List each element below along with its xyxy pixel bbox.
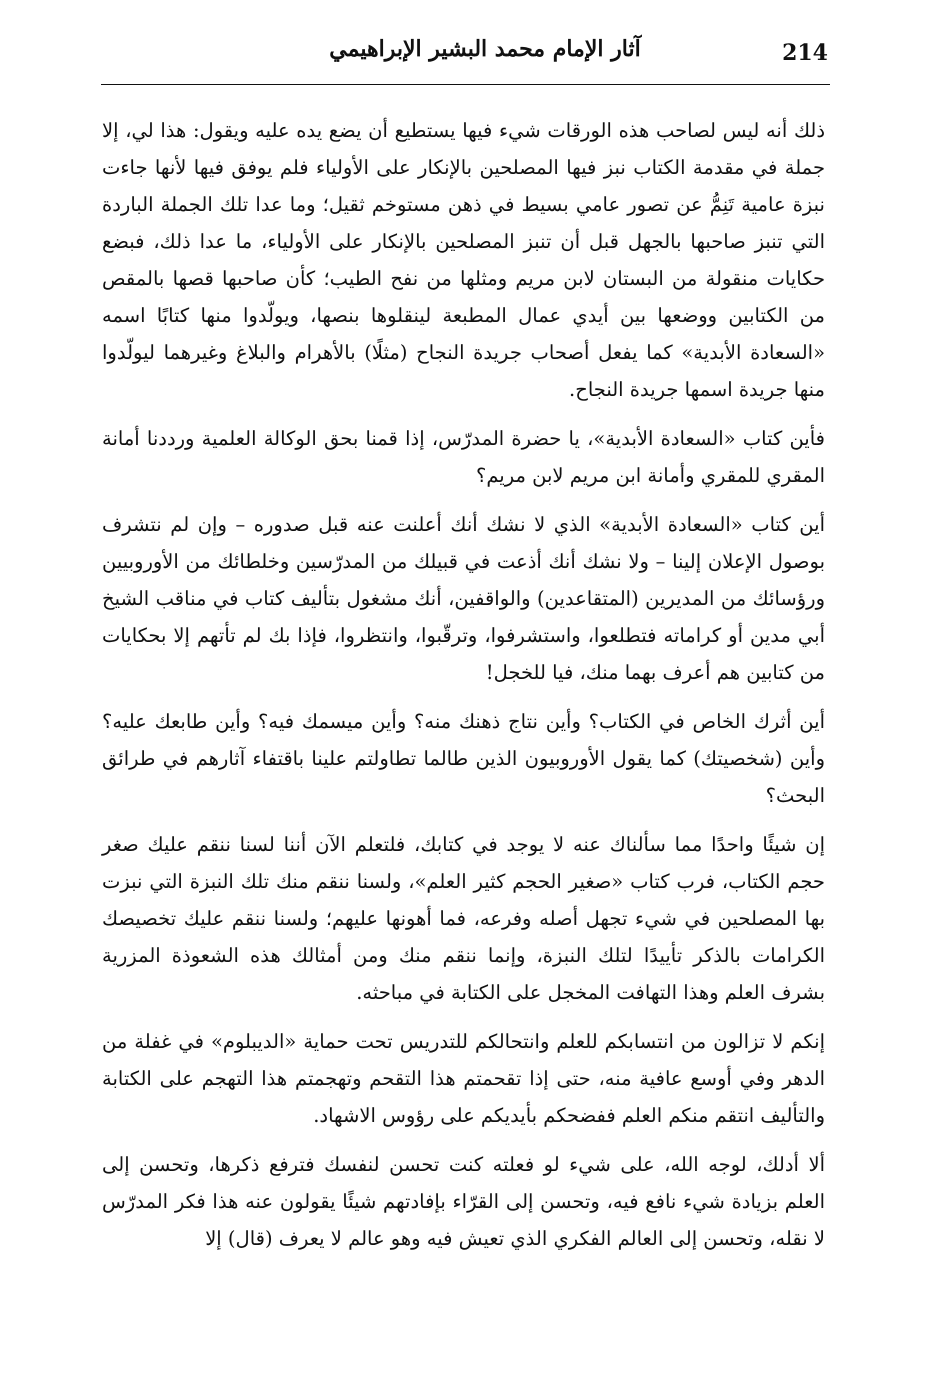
page-header	[100, 36, 830, 82]
header-divider	[101, 84, 830, 85]
paragraph: فأين كتاب «السعادة الأبدية»، يا حضرة المدرّس، إذا قمنا بحق الوكالة العلمية ورددنا أمانة المقري للمقري وأمانة ابن مريم لابن مريم؟	[102, 427, 825, 487]
paragraph: إنكم لا تزالون من انتسابكم للعلم وانتحالكم للتدريس تحت حماية «الديبلوم» في غفلة من الدهر وفي أوسع عافية منه، حتى إذا تقحمتم هذا التقحم وتهجمتم هذا التهجم على الكتابة والتأليف انتقم منكم العلم ففضحكم بأيديكم على رؤوس الاشهاد.	[102, 1030, 825, 1127]
paragraph: أين أثرك الخاص في الكتاب؟ وأين نتاج ذهنك منه؟ وأين ميسمك فيه؟ وأين طابعك عليه؟ وأين (شخصيتك) كما يقول الأوروبيون الذين طالما تطاولتم علينا باقتفاء آثارهم في طرائق البحث؟	[102, 710, 825, 807]
paragraph: ألا أدلك، لوجه الله، على شيء لو فعلته كنت تحسن لنفسك فترفع ذكرها، وتحسن إلى العلم بزيادة شيء نافع فيه، وتحسن إلى القرّاء بإفادتهم شيئًا يقولون عنه هذا فكر المدرّس لا نقله، وتحسن إلى العالم الفكري الذي تعيش فيه وهو عالم لا يعرف (قال) إلا	[102, 1153, 825, 1250]
page-body	[102, 112, 825, 1269]
paragraph: ذلك أنه ليس لصاحب هذه الورقات شيء فيها يستطيع أن يضع يده عليه ويقول: هذا لي، إلا جملة في مقدمة الكتاب نبز فيها المصلحين بالإنكار على الأولياء فلم يوفق فيها لأنها جاءت نبزة عامية تَنِمُّ عن تصور عامي بسيط في ذهن مستوخم ثقيل؛ وما عدا تلك الجملة الباردة التي تنبز صاحبها بالجهل قبل أن تنبز المصلحين بالإنكار على الأولياء، ما عدا ذلك، فبضع حكايات منقولة من البستان لابن مريم ومثلها من نفح الطيب؛ كأن صاحبها قصها بالمقص من الكتابين ووضعها بين أيدي عمال المطبعة لينقلوها بنصها، ويولّدوا منها كتابًا اسمه «السعادة الأبدية» كما يفعل أصحاب جريدة النجاح (مثلًا) بالأهرام والبلاغ وغيرهما ليولّدوا منها جريدة اسمها جريدة النجاح.	[102, 119, 825, 401]
paragraph: أين كتاب «السعادة الأبدية» الذي لا نشك أنك أعلنت عنه قبل صدوره – وإن لم نتشرف بوصول الإعلان إلينا – ولا نشك أنك أذعت في قبيلك من المدرّسين وخلطائك من الأوروبيين ورؤسائك من المديرين (المتقاعدين) والواقفين، أنك مشغول بتأليف كتاب في مناقب الشيخ أبي مدين أو كراماته فتطلعوا، واستشرفوا، وترقّبوا، وانتظروا، فإذا بك لم تأتهم إلا بحكايات من كتابين هم أعرف بهما منك، فيا للخجل!	[102, 513, 825, 684]
running-title: آثار الإمام محمد البشير الإبراهيمي	[329, 36, 641, 62]
page-number: 214	[782, 40, 828, 66]
paragraph: إن شيئًا واحدًا مما سألناك عنه لا يوجد في كتابك، فلتعلم الآن أننا لسنا ننقم عليك صغر حجم الكتاب، فرب كتاب «صغير الحجم كثير العلم»، ولسنا ننقم منك تلك النبزة التي نبزت بها المصلحين في شيء تجهل أصله وفرعه، فما أهونها عليهم؛ ولسنا ننقم عليك تخصيصك الكرامات بالذكر تأييدًا لتلك النبزة، وإنما ننقم منك ومن أمثالك هذه الشعوذة المزرية بشرف العلم وهذا التهافت المخجل على الكتابة في مباحثه.	[102, 833, 825, 1004]
